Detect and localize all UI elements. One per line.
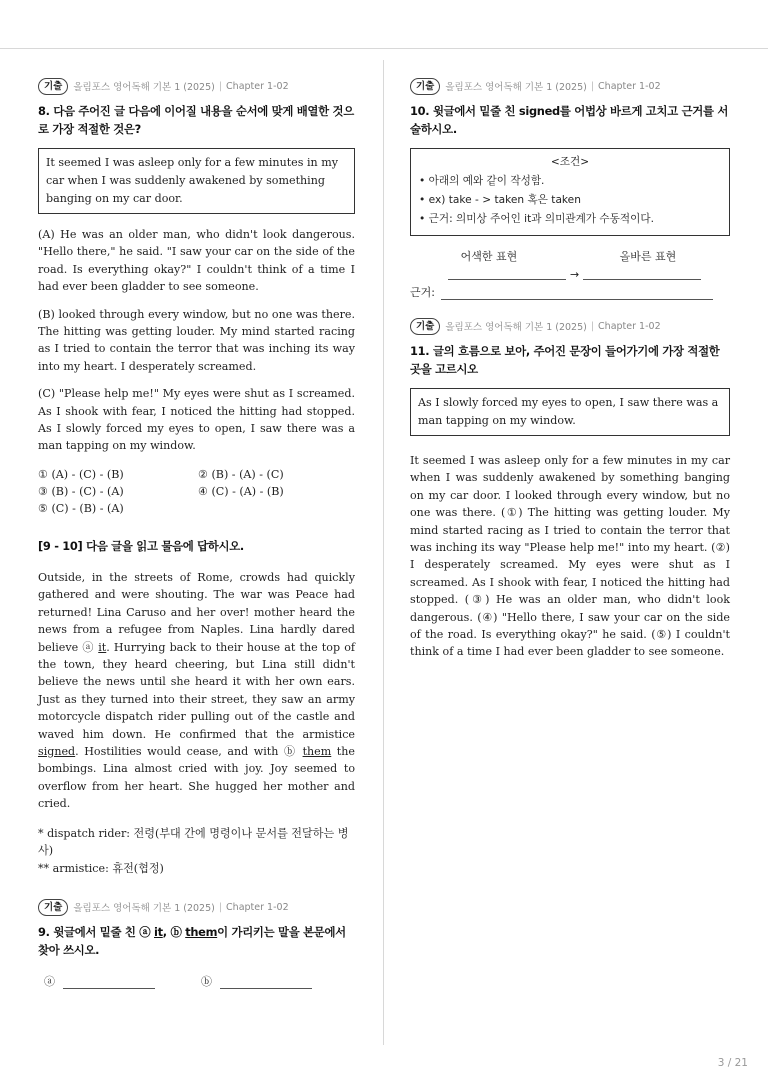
q10-conditions-title: <조건> (550, 156, 590, 168)
q9-title-them: them (185, 925, 218, 940)
q9-title-part: 이 가리키는 말을 본문에서 찾아 쓰시오. (38, 925, 346, 958)
q8-choice-4[interactable]: ④ (C) - (A) - (B) (198, 484, 284, 498)
q10-answer-row (410, 266, 730, 280)
passage-text-1: Outside, in the streets of Rome, crowds had quickly gathered and were shouting. The war was Peace had returned! Lina Caruso and her over! mother heard the news from a refugee from Naples. Lina hardly dared believe (38, 570, 355, 654)
q10-condition-2: • ex) take - > taken 혹은 taken (419, 191, 721, 210)
q10-reason-blank[interactable] (441, 299, 713, 300)
source-line-q10 (410, 78, 730, 94)
q10-wrong-label: 어색한 표현 (460, 250, 518, 263)
source-separator: | (218, 80, 223, 92)
source-tag: 기출 (38, 899, 68, 916)
right-column (410, 78, 730, 661)
source-line-q11 (410, 318, 730, 334)
q10-condition-1: • 아래의 예와 같이 작성함. (419, 172, 721, 191)
source-separator: | (590, 80, 595, 92)
arrow-icon: → (570, 268, 580, 281)
q8-title: 8. 다음 주어진 글 다음에 이어질 내용을 순서에 맞게 배열한 것으로 가장 적절한 것은? (38, 104, 354, 136)
q9-label-b: ⓑ (201, 975, 212, 989)
q10-wrong-blank[interactable] (448, 279, 566, 280)
q8-paragraph-c: (C) "Please help me!" My eyes were shut as I screamed. As I shook with fear, I noticed the hitting had stopped. As I slowly forced my eyes to open, I saw there was a man tapping on my window. (38, 387, 355, 453)
q10-reason-row (410, 284, 730, 300)
column-divider (383, 60, 384, 1045)
underlined-it: it (98, 640, 107, 654)
q8-paragraph-b: (B) looked through every window, but no one was there. The hitting was getting louder. My mind started racing as I tried to contain the terror that was inching its way into my heart. I desperately screamed. (38, 307, 355, 373)
source-book: 올림포스 영어독해 기본 1 (2025) (73, 903, 215, 915)
q9-title-it: it (154, 925, 163, 940)
q11-title: 11. 글의 흐름으로 보아, 주어진 문장이 들어가기에 가장 적절한 곳을 고르시오 (410, 344, 720, 376)
q9-title-part: , ⓑ (162, 925, 186, 940)
source-chapter: Chapter 1-02 (598, 320, 661, 332)
source-book: 올림포스 영어독해 기본 1 (2025) (445, 82, 587, 93)
q9-10-passage (38, 569, 355, 813)
source-tag: 기출 (410, 318, 440, 335)
q9-title (38, 923, 355, 959)
q8-given-box: It seemed I was asleep only for a few minutes in my car when I was suddenly awakened by something banging on my car door. (38, 148, 355, 214)
passage-text-3: . Hostilities would cease, and with (75, 744, 284, 758)
q11-given-box: As I slowly forced my eyes to open, I saw there was a man tapping on my window. (410, 388, 730, 436)
q9-answer-row (38, 973, 355, 989)
source-chapter: Chapter 1-02 (598, 80, 661, 92)
q10-right-label: 올바른 표현 (619, 250, 677, 263)
source-chapter: Chapter 1-02 (226, 80, 289, 92)
source-book: 올림포스 영어독해 기본 1 (2025) (445, 322, 587, 333)
q8-choice-3[interactable]: ③ (B) - (C) - (A) (38, 484, 124, 498)
q10-reason-label: 근거: (410, 286, 435, 299)
q8-paragraph-a: (A) He was an older man, who didn't look dangerous. "Hello there," he said. "I saw your car on the side of the road. Is everything okay?" I couldn't think of a time I had ever been gladder to see someone. (38, 228, 355, 294)
q10-condition-3: • 근거: 의미상 주어인 it과 의미관계가 수동적이다. (419, 210, 721, 229)
q10-title: 10. 윗글에서 밑줄 친 signed를 어법상 바르게 고치고 근거를 서술하시오. (410, 104, 729, 136)
q8-choices (38, 466, 355, 517)
q11-passage: It seemed I was asleep only for a few minutes in my car when I was suddenly awakened by something banging on my car door. I looked through every window, but no one was there. (①) The hitting was getting louder. My mind started racing as I tried to contain the terror that was inching its way "Please help me!" into my heart. (②) I desperately screamed. My eyes were shut as I screamed. As I shook with fear, I noticed the hitting had stopped. (③) He was an older man, who didn't look dangerous. (④) "Hello there, I saw your car on the side of the road. Is everything okay?" he said. (⑤) I couldn't think of a time I had ever been gladder to see someone. (410, 454, 730, 659)
q8-choice-2[interactable]: ② (B) - (A) - (C) (198, 467, 284, 481)
underlined-them: them (302, 744, 332, 758)
q10-answer-labels (410, 248, 730, 266)
source-tag: 기출 (38, 78, 68, 95)
q8-choice-1[interactable]: ① (A) - (C) - (B) (38, 467, 124, 481)
source-separator: | (590, 320, 595, 332)
left-column (38, 78, 355, 989)
underlined-signed: signed (38, 744, 76, 758)
q8-choice-5[interactable]: ⑤ (C) - (B) - (A) (38, 501, 124, 515)
header-rule (0, 48, 768, 49)
page-number: 3 / 21 (717, 1057, 748, 1069)
footnote-armistice: ** armistice: 휴전(협정) (38, 861, 164, 875)
q10-right-blank[interactable] (583, 279, 701, 280)
q9-10-heading: [9 - 10] 다음 글을 읽고 물음에 답하시오. (38, 538, 244, 553)
q10-conditions-box (410, 148, 730, 236)
q9-answer-b-blank[interactable] (220, 973, 312, 989)
footnote-dispatch-rider: * dispatch rider: 전령(부대 간에 명령이나 문서를 전달하는 병사) (38, 826, 349, 858)
mark-a: ⓐ (82, 640, 95, 654)
q9-label-a: ⓐ (44, 975, 55, 989)
source-chapter: Chapter 1-02 (226, 901, 289, 913)
q9-answer-a-blank[interactable] (63, 973, 155, 989)
source-tag: 기출 (410, 78, 440, 95)
q9-title-part: 9. 윗글에서 밑줄 친 ⓐ (38, 925, 154, 940)
source-book: 올림포스 영어독해 기본 1 (2025) (73, 82, 215, 93)
passage-text-2: . Hurrying back to their house at the top of the town, they heard cheering, but Lina still didn't believe the news until she heard it with her own ears. Just as they turned into their street, they saw an army motorcycle dispatch rider pulling out of the castle and waved him down. He confirmed that the armistice (38, 640, 355, 741)
source-line-q9 (38, 899, 355, 915)
passage-text-4: the bombings. Lina almost cried with joy. Joy seemed to overflow from her heart. She hugged her mother and cried. (38, 744, 355, 811)
mark-b: ⓑ (283, 744, 298, 758)
source-separator: | (218, 901, 223, 913)
source-line-q8 (38, 78, 355, 94)
